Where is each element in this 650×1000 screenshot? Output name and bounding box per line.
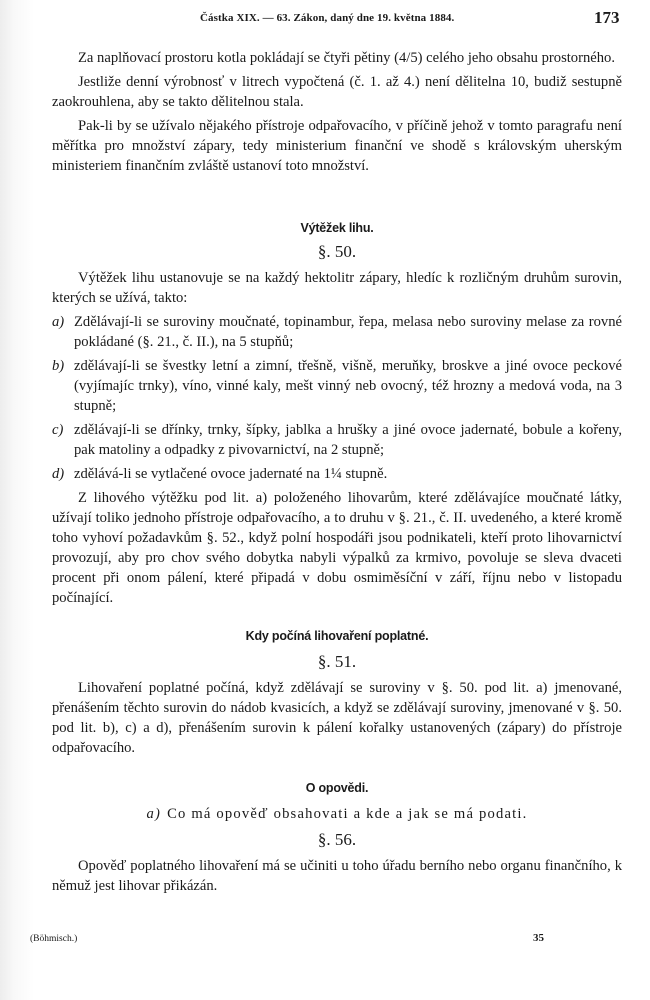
list-item	[52, 356, 622, 416]
folio-number: 35	[533, 932, 544, 944]
list-item-label: d)	[52, 466, 65, 482]
paragraph: Výtěžek lihu ustanovuje se na každý hektolitr zápary, hledíc k rozličným druhům surovin, kterých se užívá, takto:	[52, 270, 622, 306]
list-item-text: zdělávají-li se dřínky, trnky, šípky, jablka a hrušky a jiné ovoce jadernaté, bobule a kořeny, pak matoliny a odpadky z pivovarnictví, na 2 stupně;	[74, 422, 622, 458]
paragraph: Opověď poplatného lihovaření má se učiniti u toho úřadu berního nebo organu finančního, k němuž jest lihovar přikázán.	[52, 858, 622, 894]
paragraph: Jestliže denní výrobnosť v litrech vypočtená (č. 1. až 4.) není dělitelna 10, budiž sestupně zaokrouhlena, aby se takto dělitelnou stala.	[52, 74, 622, 110]
section-number: §. 51.	[317, 652, 357, 671]
list-item-text: Zdělávají-li se suroviny moučnaté, topinambur, řepa, melasa nebo suroviny melase za rovné pokládané (§. 21., č. II.), na 5 stupňů;	[74, 314, 622, 350]
list-item-label: b)	[52, 358, 65, 374]
subsection-title: Co má opověď obsahovati a kde a jak se má podati.	[167, 806, 528, 822]
list-item-label: c)	[52, 422, 64, 438]
section-heading: Kdy počíná lihovaření poplatné.	[245, 629, 429, 643]
subsection-label: a)	[146, 806, 162, 822]
paragraph: Z lihového výtěžku pod lit. a) položeného lihovarům, které zdělávajíce moučnaté látky, užívají toliko jednoho přístroje odpařovacího, a to druhu v §. 21., č. II. uvedeného, a které kromě toho vyhoví požadavkům §. 52., když polní hospodáři jsou podnikateli, kteří proto lihovarnictví provozují, aby pro chov svého dobytka nabyli výpalků za krmivo, povoluje se sleva dvaceti procent při onom pálení, které připadá v dobu osmiměsíční v září, říjnu nebo v listopadu počínající.	[52, 490, 622, 606]
list-item-text: zdělává-li se vytlačené ovoce jadernaté na 1¼ stupně.	[74, 466, 388, 482]
subsection-heading	[52, 804, 622, 824]
section-heading: Výtěžek lihu.	[300, 221, 374, 235]
printer-signature: (Böhmisch.)	[30, 934, 78, 944]
running-header: Částka XIX. — 63. Zákon, daný dne 19. května 1884.	[200, 12, 455, 24]
paragraph: Za naplňovací prostoru kotla pokládají se čtyři pětiny (4/5) celého jeho obsahu prostorného.	[78, 50, 615, 66]
list-item-label: a)	[52, 314, 65, 330]
section-number: §. 56.	[317, 830, 357, 849]
list-item-text: zdělávají-li se švestky letní a zimní, třešně, višně, meruňky, broskve a jiné ovoce peckové (vyjímajíc trnky), víno, vinné kaly, mešt vinný neb ovocný, též hrozny a medová voda, na 3 stupně;	[74, 358, 622, 414]
page-number: 173	[594, 8, 620, 27]
section-heading: O opovědi.	[305, 781, 369, 795]
paragraph: Pak-li by se užívalo nějakého přístroje odpařovacího, v příčině jehož v tomto paragrafu není měřítka pro množství zápary, tedy ministerium finanční ve shodě s královským uherským ministeriem finančním zvláště ustanoví toto množství.	[52, 118, 622, 174]
list-item	[52, 420, 622, 460]
list-item	[52, 312, 622, 352]
page-body	[52, 48, 622, 896]
section-number: §. 50.	[317, 242, 357, 261]
list-item	[52, 464, 622, 484]
paragraph: Lihovaření poplatné počíná, když zdělávají se suroviny v §. 50. pod lit. a) jmenované, přenášením těchto surovin do nádob kvasicích, a když se zdělávají suroviny, jmenované v §. 50. pod lit. b), c) a d), přenášením surovin k pálení kořalky ustanovených (zápary) do přístroje odpařovacího.	[52, 680, 622, 756]
